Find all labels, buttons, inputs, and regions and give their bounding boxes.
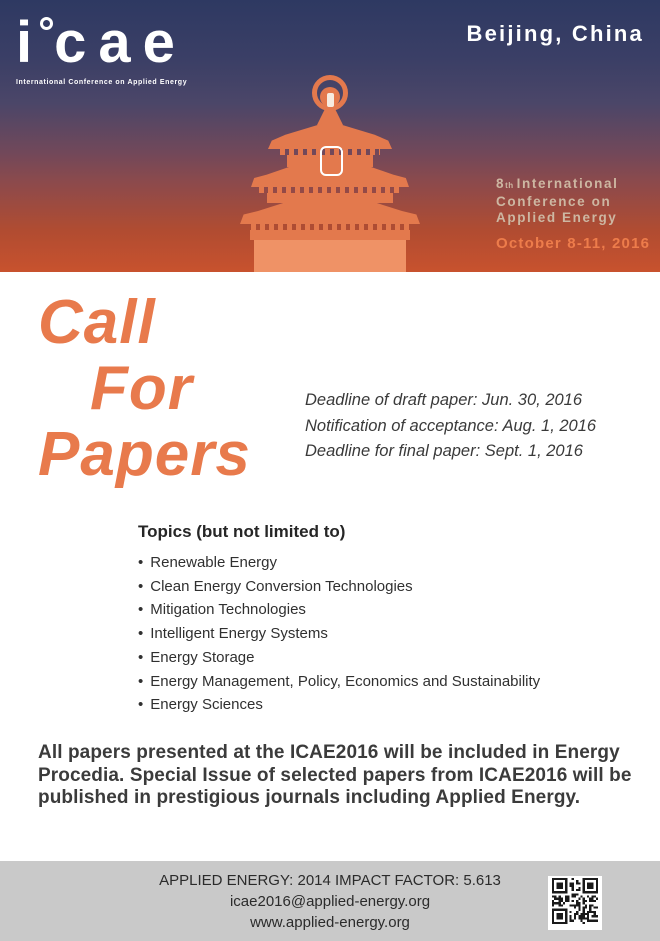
footer-bar <box>0 861 660 941</box>
bullet-icon: • <box>138 577 144 595</box>
conference-edition-line3: Applied Energy <box>496 210 618 225</box>
topic-item: • Energy Management, Policy, Economics and Sustainability <box>138 672 541 690</box>
title-line: For <box>90 354 193 423</box>
deadline-line: Deadline for final paper: Sept. 1, 2016 <box>305 442 583 460</box>
topic-item: • Mitigation Technologies <box>138 601 306 619</box>
topic-item: • Energy Storage <box>138 648 255 666</box>
logo-letter-i: i <box>16 10 45 75</box>
deadlines-block <box>305 388 596 465</box>
publication-note: All papers presented at the ICAE2016 will be included in Energy Procedia. Special Issue of selected papers from ICAE2016 will be published in prestigious journals including Applied Energy. <box>38 742 632 808</box>
bullet-icon: • <box>138 625 144 643</box>
temple-wall-middle <box>267 193 393 203</box>
lightbulb-filament-icon <box>327 93 334 107</box>
qr-code <box>548 876 602 930</box>
icae-logo-wordmark <box>16 10 187 75</box>
temple-window-icon <box>320 146 343 176</box>
temple-base <box>254 240 406 272</box>
conference-dates: October 8-11, 2016 <box>496 235 651 252</box>
topics-list <box>138 551 540 717</box>
conference-edition <box>496 176 618 226</box>
bullet-icon: • <box>138 601 144 619</box>
temple-roof-bottom <box>240 203 420 224</box>
topic-item: • Energy Sciences <box>138 696 263 714</box>
topics-heading: Topics (but not limited to) <box>138 522 346 541</box>
impact-factor-line: APPLIED ENERGY: 2014 IMPACT FACTOR: 5.613 <box>159 872 501 889</box>
title-line: Papers <box>38 420 251 489</box>
bullet-icon: • <box>138 554 144 571</box>
deadline-line: Notification of acceptance: Aug. 1, 2016 <box>305 416 597 435</box>
website-url: www.applied-energy.org <box>250 914 410 931</box>
temple-wall-lower <box>250 230 410 240</box>
header-banner <box>0 0 660 272</box>
logo-letters-cae: cae <box>54 10 187 75</box>
conference-edition-line2: Conference on <box>496 194 612 209</box>
qr-code-pattern <box>552 878 598 929</box>
topic-item: • Renewable Energy <box>138 554 278 571</box>
conference-edition-line1: 8th International <box>496 176 619 191</box>
title-line: Call <box>38 288 156 357</box>
icae-logo <box>16 10 188 86</box>
bullet-icon: • <box>138 696 144 714</box>
location-label: Beijing, China <box>466 21 644 46</box>
contact-email: icae2016@applied-energy.org <box>229 893 431 910</box>
bullet-icon: • <box>138 672 144 690</box>
topic-item: • Intelligent Energy Systems <box>138 625 328 643</box>
topic-item: • Clean Energy Conversion Technologies <box>138 577 413 595</box>
logo-degree-ring-icon <box>40 17 53 30</box>
call-for-papers-title <box>38 290 251 488</box>
bullet-icon: • <box>138 648 144 666</box>
deadline-line: Deadline of draft paper: Jun. 30, 2016 <box>305 391 583 409</box>
logo-subtitle: International Conference on Applied Energy <box>16 79 188 86</box>
